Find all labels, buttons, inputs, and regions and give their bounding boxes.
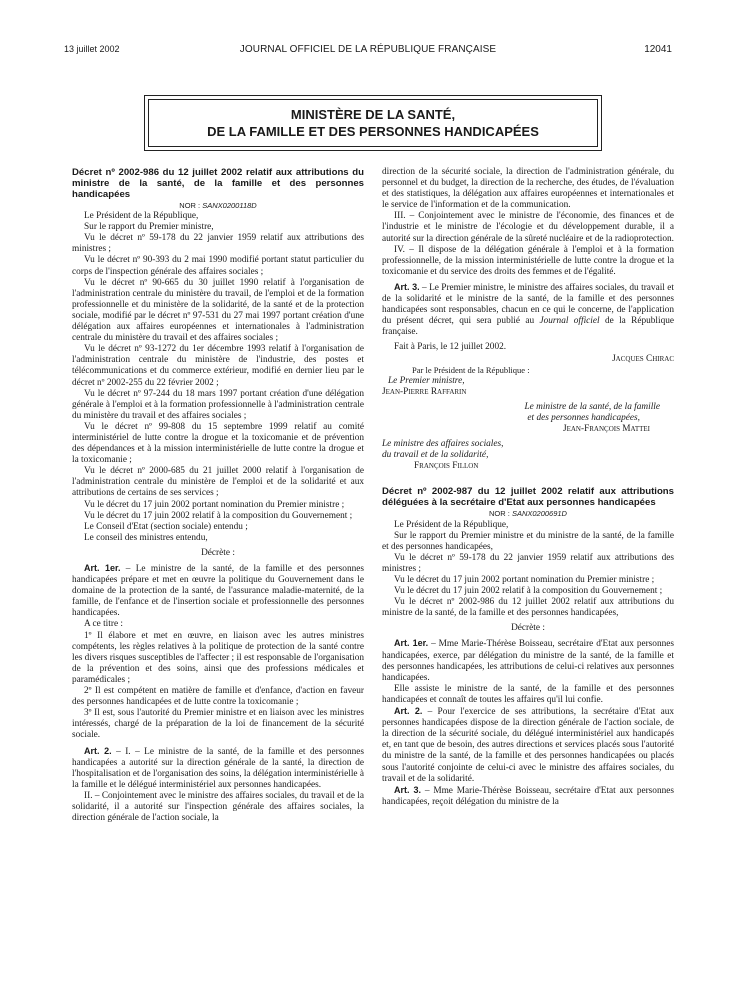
left-column <box>72 167 364 824</box>
decree1-para: Vu le décret nº 97-244 du 18 mars 1997 portant création d'une délégation générale à l'emploi et à la formation professionnelle à l'administration centrale du ministère du travail et des affaires sociales ; <box>72 388 364 421</box>
decree1-art1 <box>72 563 364 619</box>
art-label: Art. 3. <box>394 784 422 795</box>
art-label: Art. 1er. <box>394 638 429 649</box>
art-label: Art. 3. <box>394 281 420 292</box>
decree1-art2-II-cont: direction de la sécurité sociale, la direction de l'administration générale, du personnel et du budget, la direction de la recherche, des études, de l'évaluation et des statistiques, la délégation aux affaires européennes et internationales et le service de l'information et de la communication. <box>382 167 674 211</box>
nor-code: SANX0200691D <box>511 509 567 519</box>
decree1-art2-III: III. – Conjointement avec le ministre de l'économie, des finances et de l'industrie et le ministre de l'écologie et du développement durable, il a autorité sur la direction générale de la sûreté nucléaire et de la radioprotection. <box>382 211 674 244</box>
art-text: – Mme Marie-Thérèse Boisseau, secrétaire d'Etat aux personnes handicapées, reçoit délégation du ministre de la <box>382 785 674 807</box>
decree1-para: Vu le décret nº 90-665 du 30 juillet 1990 relatif à l'organisation de l'administration centrale du ministère du travail, de l'emploi et de la formation professionnelle et du ministère de la solidarité, de la santé et de la protection sociale, modifié par le décret nº 97-531 du 27 mai 1997 portant création d'une délégation aux affaires européennes et internationales à l'administration centrale du ministère du travail et des affaires sociales ; <box>72 277 364 344</box>
ministre-sante-name: Jean-François Mattei <box>562 424 650 435</box>
decree1-para: Sur le rapport du Premier ministre, <box>84 222 214 233</box>
decree2-para: Vu le décret nº 59-178 du 22 janvier 1959 relatif aux attributions des ministres ; <box>382 552 674 574</box>
journal-officiel-italic: Journal officiel <box>539 316 600 327</box>
art-text: – Le ministre de la santé, de la famille et des personnes handicapées prépare et met en œuvre la politique du Gouvernement dans le domaine de la protection de la santé, de l'assurance maladie-maternité, de la famille, de l'enfance et de l'insertion sociale et professionnelle des personnes handicapées. <box>72 564 364 619</box>
decree2-para: Vu le décret du 17 juin 2002 portant nomination du Premier ministre ; <box>394 575 655 585</box>
decree1-para: Le conseil des ministres entendu, <box>84 532 208 543</box>
decree1-para: Vu le décret nº 90-393 du 2 mai 1990 modifié portant statut particulier du corps de l'inspection générale des affaires sociales ; <box>72 255 364 277</box>
decree1-art1-item: 3º Il est, sous l'autorité du Premier ministre et en liaison avec les ministres intéressés, chargé de la préparation de la loi de financement de la sécurité sociale. <box>72 708 364 741</box>
right-column <box>382 167 674 808</box>
decree2-art1 <box>382 638 674 683</box>
decree1-fait: Fait à Paris, le 12 juillet 2002. <box>394 342 507 353</box>
decree1-para: Vu le décret nº 99-808 du 15 septembre 1999 relatif au comité interministériel de lutte contre la drogue et la toxicomanie et de prévention des dépendances et à la mission interministérielle de lutte contre la drogue et la toxicomanie ; <box>72 421 364 466</box>
ministre-affaires-title1: Le ministre des affaires sociales, <box>382 439 504 450</box>
page-number: 12041 <box>644 44 672 55</box>
decree1-para: Le Conseil d'Etat (section sociale) entendu ; <box>84 521 248 532</box>
ministry-heading-line1: MINISTÈRE DE LA SANTÉ, <box>290 107 456 122</box>
decree1-para: Vu le décret du 17 juin 2002 portant nomination du Premier ministre ; <box>84 499 345 510</box>
decree1-art2-IV: IV. – Il dispose de la délégation générale à l'emploi et à la formation professionnelle, de la mission interministérielle de lutte contre la drogue et la toxicomanie et du service des droits des femmes et de l'égalité. <box>382 244 674 277</box>
nor-label: NOR : <box>489 509 510 519</box>
decree1-art2 <box>72 746 364 791</box>
art-text: – Mme Marie-Thérèse Boisseau, secrétaire d'Etat aux personnes handicapées, exerce, par délégation du ministre de la santé, de la famille et des personnes handicapées, les attributions de celui-ci relatives aux personnes handicapées. <box>382 639 674 683</box>
decree1-art1-item: 1º Il élabore et met en œuvre, en liaison avec les autres ministres compétents, les règles relatives à la politique de protection de la santé contre les divers risques susceptibles de l'affecter ; il est responsable de l'organisation de la prévention et des soins, ainsi que des professions médicales et paramédicales ; <box>72 630 364 685</box>
art-text-end: de la République française. <box>382 316 674 338</box>
decree1-para: Vu le décret du 17 juin 2002 relatif à la composition du Gouvernement ; <box>84 510 353 521</box>
ministry-heading-line2: DE LA FAMILLE ET DES PERSONNES HANDICAPÉES <box>207 124 539 139</box>
decree1-para: Vu le décret nº 59-178 du 22 janvier 1959 relatif aux attributions des ministres ; <box>72 233 364 255</box>
decree2-art2 <box>382 706 674 785</box>
decree1-para: Vu le décret nº 93-1272 du 1er décembre 1993 relatif à l'organisation de l'administration centrale du ministère de l'industrie, des postes et télécommunications et du commerce extérieur, modifié en dernier lieu par le décret nº 2002-255 du 22 février 2002 ; <box>72 344 364 388</box>
decree2-decrete: Décrète : <box>511 623 545 634</box>
ministre-sante-title1: Le ministre de la santé, de la famille <box>524 401 660 412</box>
decree2-para: Sur le rapport du Premier ministre et du ministre de la santé, de la famille et des personnes handicapées, <box>382 530 674 552</box>
art-label: Art. 2. <box>84 745 112 756</box>
nor-code: SANX0200118D <box>202 201 257 210</box>
art-label: Art. 1er. <box>84 563 121 573</box>
signature-president: Jacques Chirac <box>612 353 674 364</box>
par-le-president: Par le Président de la République : <box>412 364 530 375</box>
decree2-art3 <box>382 785 674 808</box>
decree1-art2-II: II. – Conjointement avec le ministre des affaires sociales, du travail et de la solidarité, il a autorité sur l'inspection générale des affaires sociales, la direction générale de l'action sociale, la <box>72 790 364 824</box>
nor-label: NOR : <box>179 201 201 210</box>
ministre-sante-title2: et des personnes handicapées, <box>527 412 640 423</box>
premier-ministre-name: Jean-Pierre Raffarin <box>382 386 467 397</box>
decree2-nor <box>382 508 674 519</box>
decree1-art1-item: A ce titre : <box>84 619 123 630</box>
decree2-title: Décret nº 2002-987 du 12 juillet 2002 relatif aux attributions déléguées à la secrétaire d'Etat aux personnes handicapées <box>382 486 674 509</box>
decree1-nor <box>72 200 364 211</box>
decree1-para: Le Président de la République, <box>84 211 199 222</box>
page-header <box>64 44 672 58</box>
premier-ministre-title: Le Premier ministre, <box>388 375 465 386</box>
art-text: – Pour l'exercice de ses attributions, la secrétaire d'Etat aux personnes handicapées dispose de la direction générale de l'action sociale, de la direction de la sécurité sociale, du délégué interministériel aux handicapés et, en tant que de besoin, des autres directions et services placés sous l'autorité du ministre de la santé, de la famille et des personnes handicapées ou placés sous l'autorité conjointe de celui-ci avec le ministre des affaires sociales, du travail et de la solidarité. <box>382 707 674 784</box>
journal-title: JOURNAL OFFICIEL DE LA RÉPUBLIQUE FRANÇAISE <box>239 44 497 55</box>
art-text: – I. – Le ministre de la santé, de la famille et des personnes handicapées a autorité sur la direction générale de la santé, la direction de l'hospitalisation et de l'organisation des soins, la délégation interministérielle à la famille et le délégué interministériel aux personnes handicapées. <box>72 746 364 790</box>
decree1-decrete: Décrète : <box>201 547 235 558</box>
ministre-affaires-title2: du travail et de la solidarité, <box>382 450 489 461</box>
decree1-art3 <box>382 282 674 338</box>
decree2-para: Vu le décret nº 2002-986 du 12 juillet 2002 relatif aux attributions du ministre de la santé, de la famille et des personnes handicapées, <box>382 597 674 619</box>
issue-date: 13 juillet 2002 <box>64 44 120 54</box>
decree2-art1-p2: Elle assiste le ministre de la santé, de la famille et des personnes handicapées et connaît de toutes les affaires qu'il lui confie. <box>382 683 674 705</box>
art-text: – Le Premier ministre, le ministre des affaires sociales, du travail et de la solidarité et le ministre de la santé, de la famille et des personnes handicapées sont responsables, chacun en ce qui le concerne, de l'application du présent décret, qui sera publié au <box>382 282 674 327</box>
ministre-affaires-name: François Fillon <box>414 461 479 472</box>
decree1-title: Décret nº 2002-986 du 12 juillet 2002 relatif aux attributions du ministre de la santé, de la famille et des personnes handicapées <box>72 167 364 200</box>
decree1-art1-item: 2º Il est compétent en matière de famille et d'enfance, d'action en faveur des personnes handicapées et de lutte contre la toxicomanie ; <box>72 686 364 708</box>
art-label: Art. 2. <box>394 706 423 717</box>
decree1-para: Vu le décret nº 2000-685 du 21 juillet 2000 relatif à l'organisation de l'administration centrale du ministère de l'emploi et de la solidarité et aux attributions de certains de ses services ; <box>72 466 364 499</box>
decree2-para: Le Président de la République, <box>394 519 509 530</box>
ministry-heading-box <box>148 99 598 147</box>
decree2-para: Vu le décret du 17 juin 2002 relatif à la composition du Gouvernement ; <box>394 586 663 597</box>
